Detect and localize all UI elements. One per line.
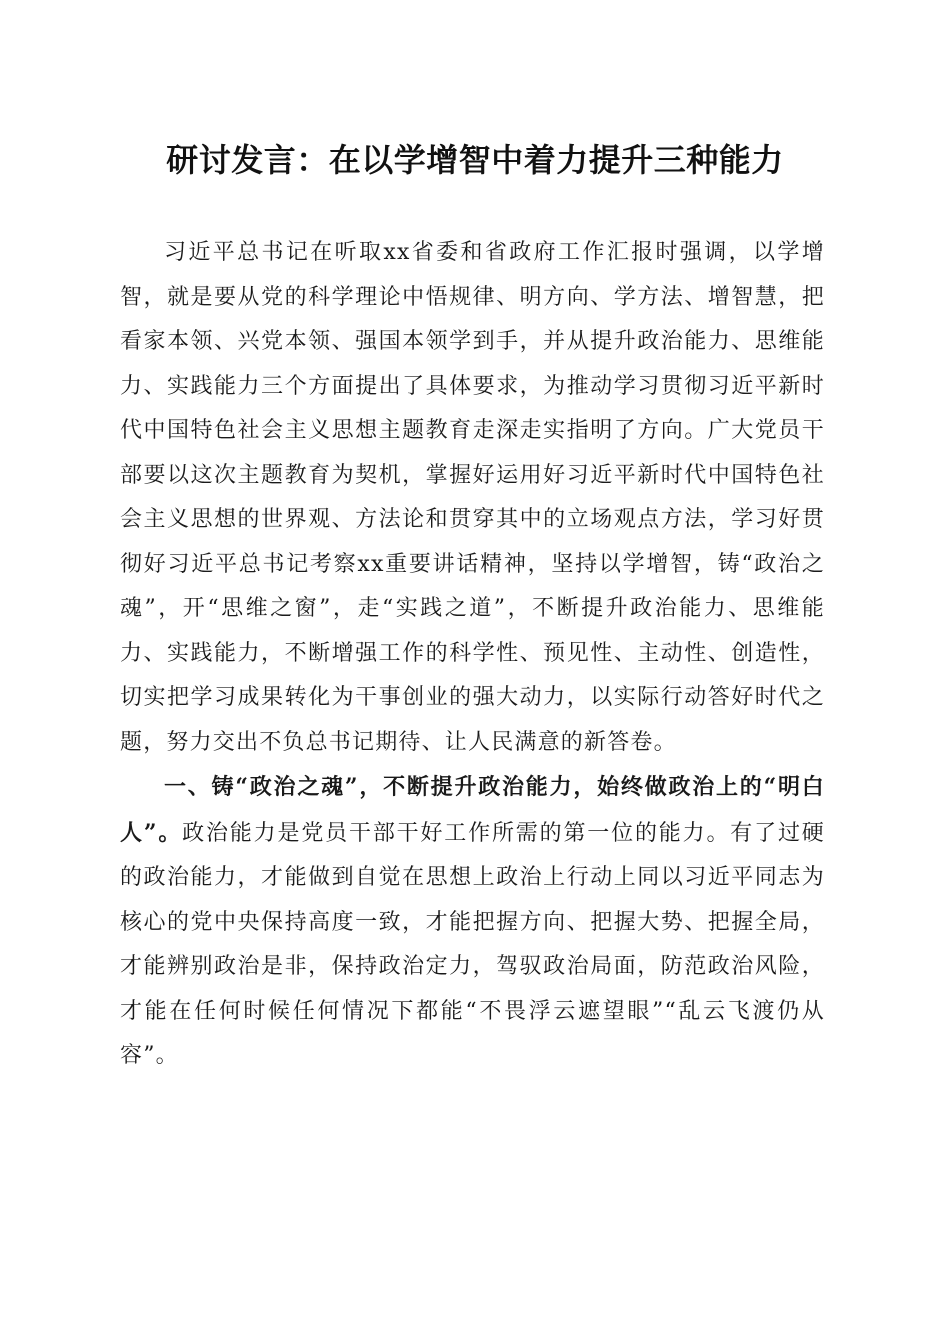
document-body <box>120 231 825 1079</box>
section-one-heading: 一、铸“政治之魂”，不断提升政治能力，始终做政治上的“明白人”。 <box>120 774 825 846</box>
section-one-paragraph <box>120 765 825 1079</box>
intro-paragraph-text: 习近平总书记在听取xx省委和省政府工作汇报时强调，以学增智，就是要从党的科学理论中悟规律、明方向、学方法、增智慧，把看家本领、兴党本领、强国本领学到手，并从提升政治能力、思维能力、实践能力三个方面提出了具体要求，为推动学习贯彻习近平新时代中国特色社会主义思想主题教育走深走实指明了方向。广大党员干部要以这次主题教育为契机，掌握好运用好习近平新时代中国特色社会主义思想的世界观、方法论和贯穿其中的立场观点方法，学习好贯彻好习近平总书记考察xx重要讲话精神，坚持以学增智，铸“政治之魂”，开“思维之窗”，走“实践之道”，不断提升政治能力、思维能力、实践能力，不断增强工作的科学性、预见性、主动性、创造性，切实把学习成果转化为干事创业的强大动力，以实际行动答好时代之题，努力交出不负总书记期待、让人民满意的新答卷。 <box>120 240 825 755</box>
intro-paragraph <box>120 231 825 765</box>
section-one-text: 政治能力是党员干部干好工作所需的第一位的能力。有了过硬的政治能力，才能做到自觉在思想上政治上行动上同以习近平同志为核心的党中央保持高度一致，才能把握方向、把握大势、把握全局，才能辨别政治是非，保持政治定力，驾驭政治局面，防范政治风险，才能在任何时候任何情况下都能“不畏浮云遮望眼”“乱云飞渡仍从容”。 <box>120 820 825 1068</box>
document-title: 研讨发言：在以学增智中着力提升三种能力 <box>166 141 784 179</box>
